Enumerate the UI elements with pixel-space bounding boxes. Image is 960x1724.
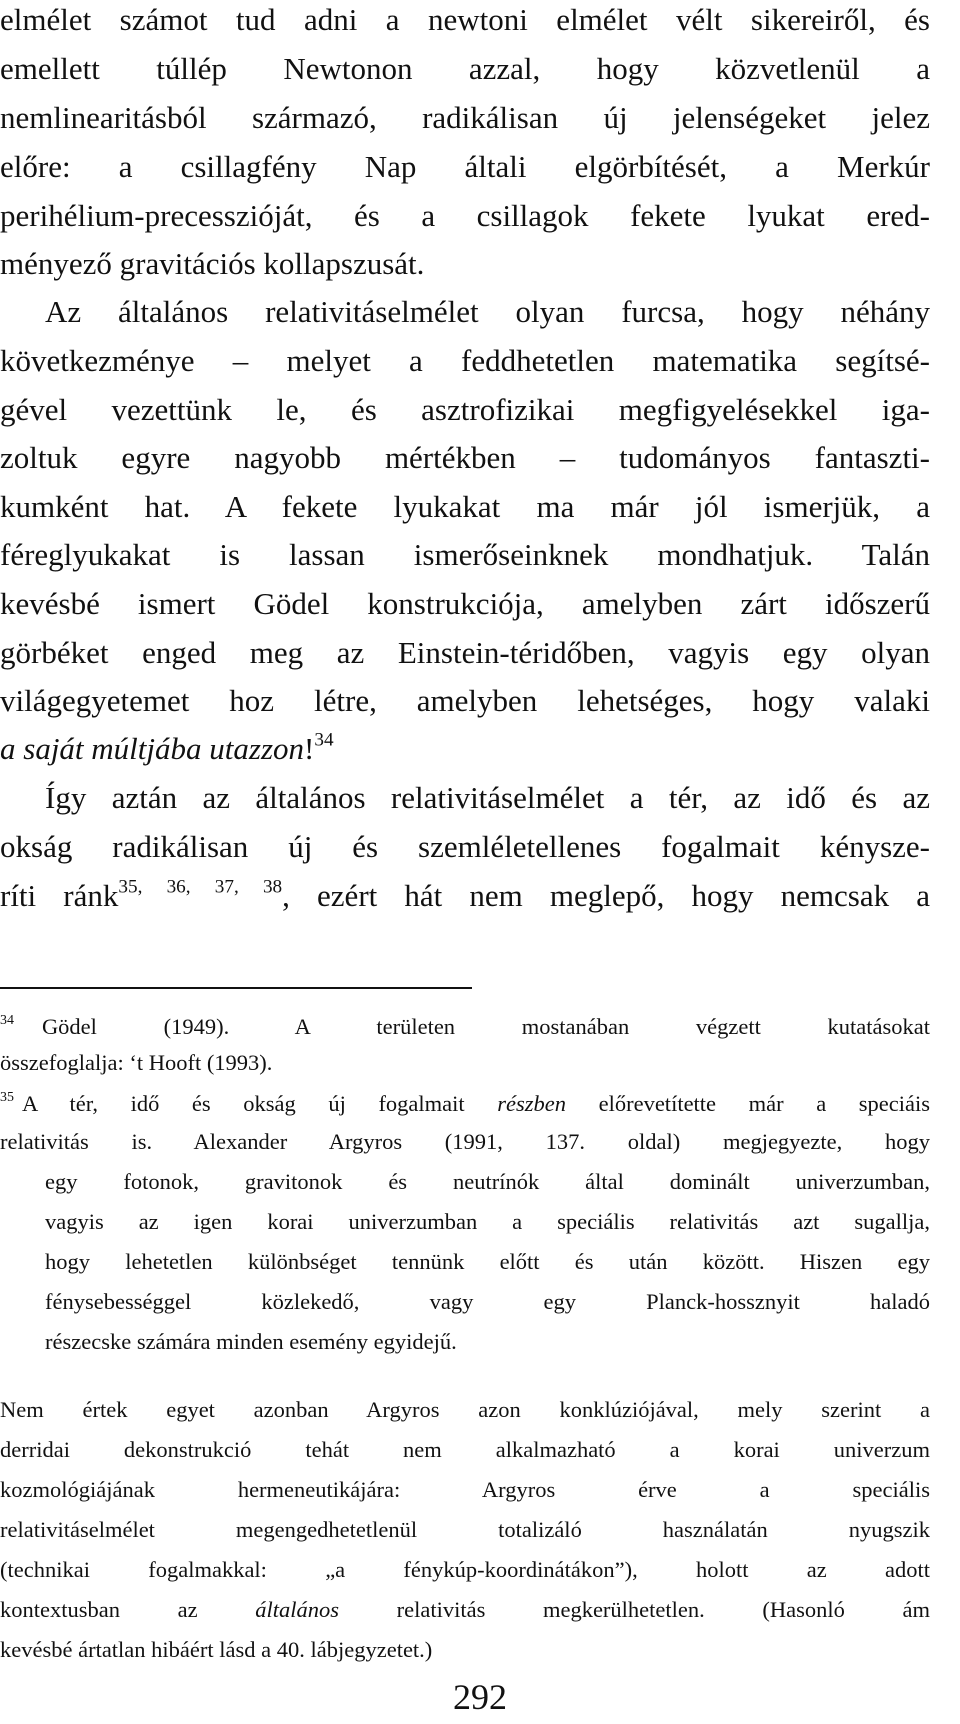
text-line: nemlinearitásból származó, radikálisan új jelenségeket jelez	[0, 100, 930, 135]
page-number: 292	[453, 1677, 507, 1717]
text-line: előre: a csillagfény Nap általi elgörbítését, a Merkúr	[0, 149, 930, 184]
text-line: következménye – melyet a feddhetetlen matematika segítsé-	[0, 343, 930, 378]
footnote-34: $^{34}$ Gödel (1949). A területen mostanában végzett kutatásokat	[0, 1013, 930, 1039]
text-line: ményező gravitációs kollapszusát.	[0, 246, 425, 281]
footnote-line: hogy lehetetlen különbséget tennünk előtt és után között. Hiszen egy	[45, 1249, 930, 1274]
footnote-separator	[0, 987, 472, 989]
footnote-ref: 34	[314, 729, 334, 751]
footnote-line: (technikai fogalmakkal: „a fénykúp-koordinátákon”), holott az adott	[0, 1557, 930, 1582]
footnote-line: kevésbé ártatlan hibáért lásd a 40. lábjegyzetet.)	[0, 1637, 433, 1662]
text-line: görbéket enged meg az Einstein-téridőben, vagyis egy olyan	[0, 635, 930, 670]
italic-text: a saját múltjába utazzon	[0, 731, 305, 766]
footnote-line: fénysebességgel közlekedő, vagy egy Planck-hossznyit haladó	[45, 1289, 930, 1314]
text-line: ríti ránk$^{35, 36, 37, 38}$, ezért hát nem meglepő, hogy nemcsak a	[0, 876, 930, 913]
footnote-number: 34	[0, 1013, 14, 1029]
footnote-line: derridai dekonstrukció tehát nem alkalmazható a korai univerzum	[0, 1437, 930, 1462]
text-line: gével vezettünk le, és asztrofizikai megfigyelésekkel iga-	[0, 392, 930, 427]
italic-text: általános	[255, 1597, 339, 1622]
text-line: perihélium-precesszióját, és a csillagok fekete lyukat ered-	[0, 198, 930, 233]
text-line: féreglyukakat is lassan ismerőseinknek mondhatjuk. Talán	[0, 537, 930, 572]
footnote-line: kozmológiájának hermeneutikájára: Argyros érve a speciális	[0, 1477, 930, 1502]
footnote-line: részecske számára minden esemény egyidejű.	[45, 1329, 457, 1354]
text-line: elmélet számot tud adni a newtoni elmélet vélt sikereiről, és	[0, 2, 930, 37]
footnote-ref: 35, 36, 37, 38	[118, 876, 283, 898]
footnote-number: 35	[0, 1090, 14, 1106]
text-line: emellett túllép Newtonon azzal, hogy közvetlenül a	[0, 51, 930, 86]
footnote-line: kontextusban az általános relativitás megkerülhetetlen. (Hasonló ám	[0, 1597, 930, 1622]
text-line: okság radikálisan új és szemléletellenes fogalmait kénysze-	[0, 829, 930, 864]
footnote-line: egy fotonok, gravitonok és neutrínók által dominált univerzumban,	[45, 1169, 930, 1194]
footnote-line: vagyis az igen korai univerzumban a speciális relativitás azt sugallja,	[45, 1209, 930, 1234]
footnote-line: Nem értek egyet azonban Argyros azon konklúziójával, mely szerint a	[0, 1397, 930, 1422]
paragraph-start-line: Az általános relativitáselmélet olyan furcsa, hogy néhány	[45, 294, 930, 329]
text-line: zoltuk egyre nagyobb mértékben – tudományos fantaszti-	[0, 440, 930, 475]
text-line: kevésbé ismert Gödel konstrukciója, amelyben zárt időszerű	[0, 586, 930, 621]
footnote-line: relativitáselmélet megengedhetetlenül totalizáló használatán nyugszik	[0, 1517, 930, 1542]
footnote-line: relativitás is. Alexander Argyros (1991, 137. oldal) megjegyezte, hogy	[0, 1129, 930, 1154]
text-line: kumként hat. A fekete lyukakat ma már jól ismerjük, a	[0, 489, 930, 524]
paragraph-start-line: Így aztán az általános relativitáselmélet a tér, az idő és az	[45, 780, 930, 815]
italic-text: részben	[497, 1091, 567, 1116]
text-line: a saját múltjába utazzon!$^{34}$	[0, 729, 334, 766]
footnote-35: $^{35}$ A tér, idő és okság új fogalmait részben előrevetítette már a speciáis	[0, 1090, 931, 1116]
footnote-line: összefoglalja: ‘t Hooft (1993).	[0, 1050, 273, 1075]
text-line: világegyetemet hoz létre, amelyben lehetséges, hogy valaki	[0, 683, 930, 718]
